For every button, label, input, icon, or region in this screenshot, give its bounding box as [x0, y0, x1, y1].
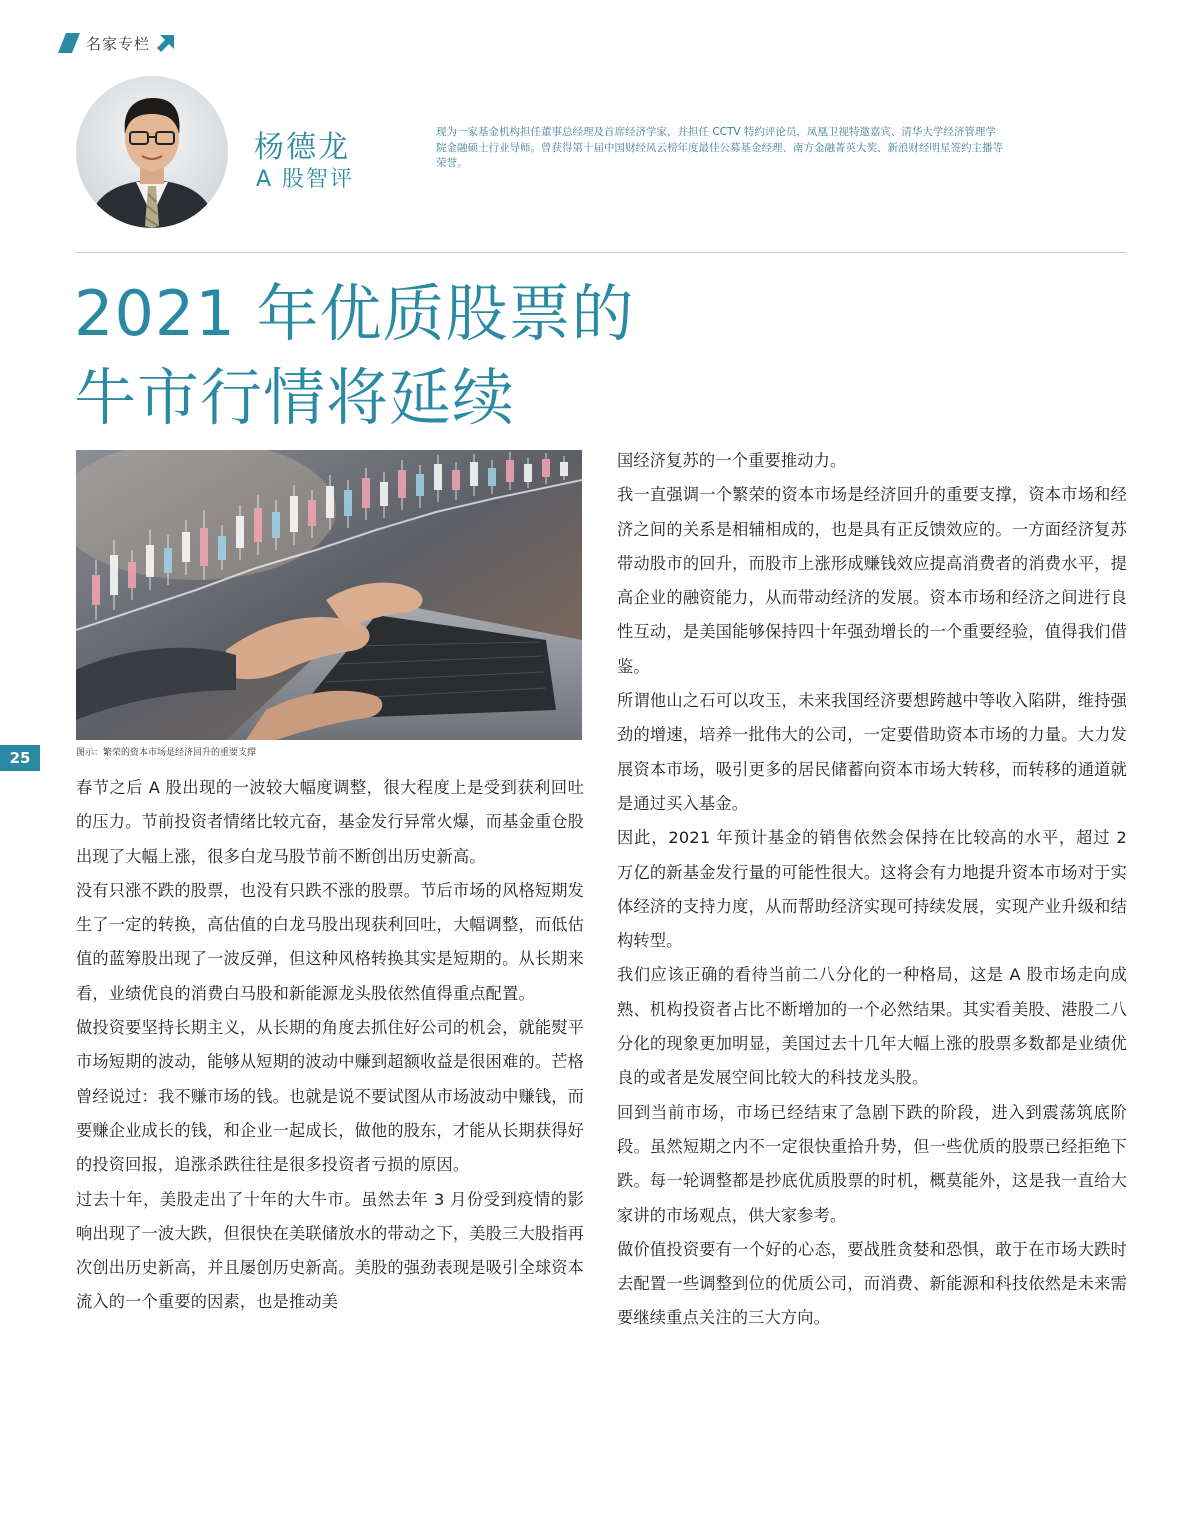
article-headline — [74, 272, 635, 440]
headline-line-1: 2021 年优质股票的 — [74, 277, 635, 350]
section-tag — [58, 30, 176, 56]
article-paragraph: 春节之后 A 股出现的一波较大幅度调整，很大程度上是受到获利回吐的压力。节前投资者情绪比较亢奋，基金发行异常火爆，而基金重仓股出现了大幅上涨，很多白龙马股节前不断创出历史新高。 — [76, 778, 585, 866]
article-paragraph: 回到当前市场，市场已经结束了急剧下跌的阶段，进入到震荡筑底阶段。虽然短期之内不一定很快重拾升势，但一些优质的股票已经拒绝下跌。每一轮调整都是抄底优质股票的时机，概莫能外，这是我一直给大家讲的市场观点，供大家参考。 — [617, 1102, 1127, 1225]
article-photo — [76, 450, 582, 740]
author-avatar — [76, 76, 228, 228]
article-paragraph: 做价值投资要有一个好的心态，要战胜贪婪和恐惧，敢于在市场大跌时去配置一些调整到位的优质公司，而消费、新能源和科技依然是未来需要继续重点关注的三大方向。 — [617, 1239, 1127, 1328]
article-paragraph: 国经济复苏的一个重要推动力。 — [617, 451, 847, 470]
article-column-right — [617, 444, 1127, 1336]
article-paragraph: 做投资要坚持长期主义，从长期的角度去抓住好公司的机会，就能熨平市场短期的波动，能够从短期的波动中赚到超额收益是很困难的。芒格曾经说过：我不赚市场的钱。也就是说不要试图从市场波动中赚钱，而要赚企业成长的钱，和企业一起成长，做他的股东，才能从长期获得好的投资回报，追涨杀跌往往是很多投资者亏损的原因。 — [76, 1018, 585, 1175]
article-paragraph: 我一直强调一个繁荣的资本市场是经济回升的重要支撑，资本市场和经济之间的关系是相辅相成的，也是具有正反馈效应的。一方面经济复苏带动股市的回升，而股市上涨形成赚钱效应提高消费者的消费水平，提高企业的融资能力，从而带动经济的发展。资本市场和经济之间进行良性互动，是美国能够保持四十年强劲增长的一个重要经验，值得我们借鉴。 — [617, 485, 1127, 676]
article-column-left — [76, 771, 584, 1320]
article-paragraph: 因此，2021 年预计基金的销售依然会保持在比较高的水平，超过 2 万亿的新基金发行量的可能性很大。这将会有力地提升资本市场对于实体经济的支持力度，从而帮助经济实现可持续发展，实现产业升级和结构转型。 — [617, 828, 1127, 951]
header-divider — [76, 252, 1126, 253]
slash-stripe-icon — [58, 33, 80, 53]
arrow-up-right-icon — [156, 33, 176, 53]
column-name: A 股智评 — [256, 167, 355, 192]
article-paragraph: 过去十年，美股走出了十年的大牛市。虽然去年 3 月份受到疫情的影响出现了一波大跌，但很快在美联储放水的带动之下，美股三大股指再次创出历史新高，并且屡创历史新高。美股的强劲表现是吸引全球资本流入的一个重要的因素，也是推动美 — [76, 1189, 585, 1312]
article-paragraph: 所谓他山之石可以攻玉，未来我国经济要想跨越中等收入陷阱，维持强劲的增速，培养一批伟大的公司，一定要借助资本市场的力量。大力发展资本市场，吸引更多的居民储蓄向资本市场大转移，而转移的通道就是通过买入基金。 — [617, 691, 1127, 813]
page-number: 25 — [0, 745, 40, 771]
headline-line-2: 牛市行情将延续 — [74, 361, 516, 434]
laptop-stock-chart-image — [76, 450, 582, 740]
author-bio: 现为一家基金机构担任董事总经理及首席经济学家，并担任 CCTV 特约评论员，凤凰卫视特邀嘉宾、清华大学经济管理学院金融硕士行业导师。曾获得第十届中国财经风云榜年度最佳公募基金经理、南方金融菁英大奖、新浪财经明星签约主播等荣誉。 — [436, 126, 1003, 169]
article-paragraph: 没有只涨不跌的股票，也没有只跌不涨的股票。节后市场的风格短期发生了一定的转换，高估值的白龙马股出现获利回吐，大幅调整，而低估值的蓝筹股出现了一波反弹，但这种风格转换其实是短期的。从长期来看，业绩优良的消费白马股和新能源龙头股依然值得重点配置。 — [76, 880, 585, 1003]
photo-caption: 图示：繁荣的资本市场是经济回升的重要支撑 — [76, 748, 257, 758]
author-name: 杨德龙 — [254, 130, 350, 165]
section-tag-label: 名家专栏 — [86, 34, 151, 53]
author-portrait — [76, 76, 228, 228]
article-paragraph: 我们应该正确的看待当前二八分化的一种格局，这是 A 股市场走向成熟、机构投资者占比不断增加的一个必然结果。其实看美股、港股二八分化的现象更加明显，美国过去十几年大幅上涨的股票多数都是业绩优良的或者是发展空间比较大的科技龙头股。 — [617, 965, 1127, 1088]
